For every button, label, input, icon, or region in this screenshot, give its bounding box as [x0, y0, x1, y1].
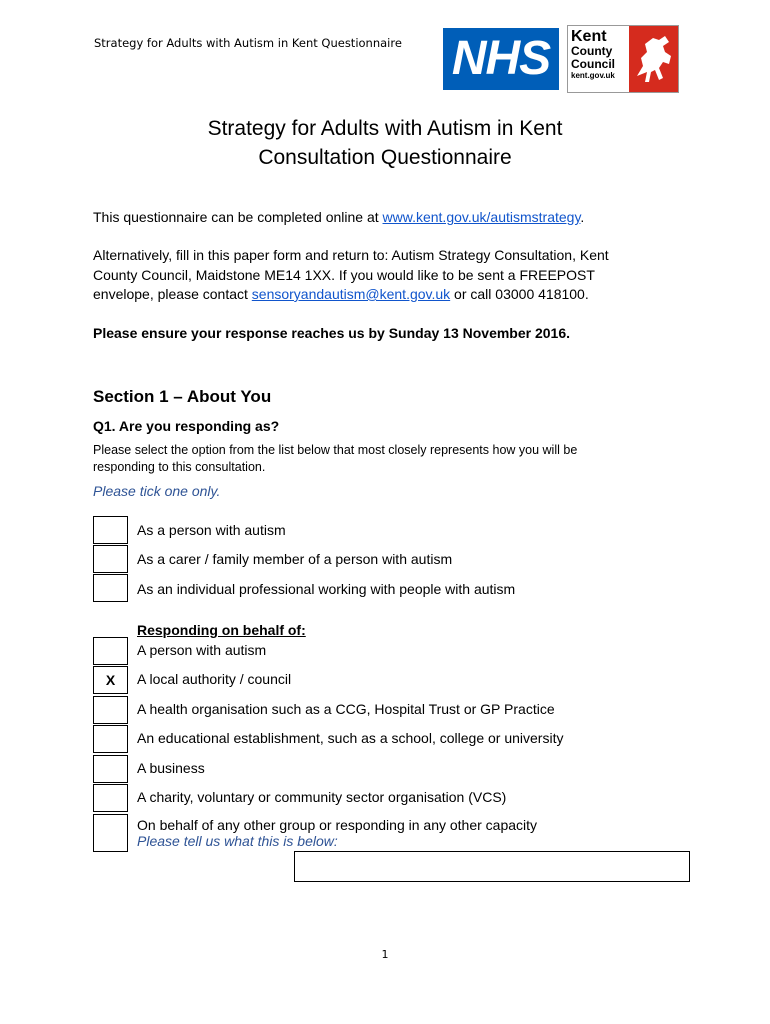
- option-label: A person with autism: [137, 642, 267, 658]
- option-label: A health organisation such as a CCG, Hospital Trust or GP Practice: [137, 701, 555, 717]
- online-link[interactable]: www.kent.gov.uk/autismstrategy: [382, 209, 581, 225]
- title-line-2: Consultation Questionnaire: [258, 146, 512, 169]
- kcc-logo-line2: County: [571, 44, 613, 58]
- kcc-logo-line4: kent.gov.uk: [571, 71, 615, 80]
- checkbox-educational[interactable]: [93, 725, 128, 753]
- alt-line-1: Alternatively, fill in this paper form and return to: Autism Strategy Consultation, Kent: [93, 247, 609, 263]
- option-label: A charity, voluntary or community sector organisation (VCS): [137, 789, 507, 805]
- option-label: A local authority / council: [137, 671, 292, 687]
- online-suffix: .: [580, 209, 585, 225]
- option-label: As a person with autism: [137, 522, 286, 538]
- option-label: As an individual professional working with people with autism: [137, 581, 516, 597]
- checkbox-health-organisation[interactable]: [93, 696, 128, 724]
- page-number: 1: [381, 948, 389, 961]
- other-prompt: Please tell us what this is below:: [137, 833, 338, 849]
- kent-county-council-logo: [567, 25, 679, 93]
- alternative-paragraph: [93, 246, 683, 305]
- checkbox-business[interactable]: [93, 755, 128, 783]
- nhs-logo: NHS: [443, 28, 559, 90]
- instruction-line-1: Please select the option from the list below that most closely represents how you will be: [93, 443, 578, 457]
- checkbox-charity[interactable]: [93, 784, 128, 812]
- checkbox-local-authority[interactable]: X: [93, 666, 128, 694]
- checkbox-professional[interactable]: [93, 574, 128, 602]
- behalf-heading: Responding on behalf of:: [137, 622, 306, 638]
- deadline-notice: Please ensure your response reaches us by Sunday 13 November 2016.: [93, 325, 571, 341]
- option-label: On behalf of any other group or responding in any other capacity: [137, 817, 538, 833]
- other-capacity-field[interactable]: [294, 851, 690, 882]
- running-header: Strategy for Adults with Autism in Kent Questionnaire: [94, 36, 402, 50]
- option-label: An educational establishment, such as a school, college or university: [137, 730, 564, 746]
- kcc-logo-line3: Council: [571, 57, 615, 71]
- question-1: Q1. Are you responding as?: [93, 418, 280, 434]
- title-line-1: Strategy for Adults with Autism in Kent: [207, 117, 563, 140]
- alt-line-2: County Council, Maidstone ME14 1XX. If you would like to be sent a FREEPOST: [93, 266, 595, 283]
- alt-line-3-prefix: envelope, please contact: [93, 286, 252, 302]
- document-title: [0, 114, 770, 172]
- email-link[interactable]: sensoryandautism@kent.gov.uk: [251, 286, 451, 302]
- checkbox-person-with-autism[interactable]: [93, 516, 128, 544]
- horse-emblem-icon: [629, 26, 678, 92]
- checkbox-behalf-person-with-autism[interactable]: [93, 637, 128, 665]
- section-heading: Section 1 – About You: [93, 387, 272, 406]
- option-label: A business: [137, 760, 205, 776]
- kcc-logo-line1: Kent: [571, 28, 607, 45]
- online-prefix: This questionnaire can be completed online at: [93, 209, 383, 225]
- checkbox-other[interactable]: [93, 814, 128, 852]
- checkbox-carer[interactable]: [93, 545, 128, 573]
- instruction-line-2: responding to this consultation.: [93, 460, 266, 474]
- alt-line-3-suffix: or call 03000 418100.: [450, 286, 589, 302]
- option-label: As a carer / family member of a person with autism: [137, 551, 453, 567]
- question-instruction: [93, 442, 663, 476]
- online-paragraph: [93, 208, 683, 228]
- tick-note: Please tick one only.: [93, 483, 221, 499]
